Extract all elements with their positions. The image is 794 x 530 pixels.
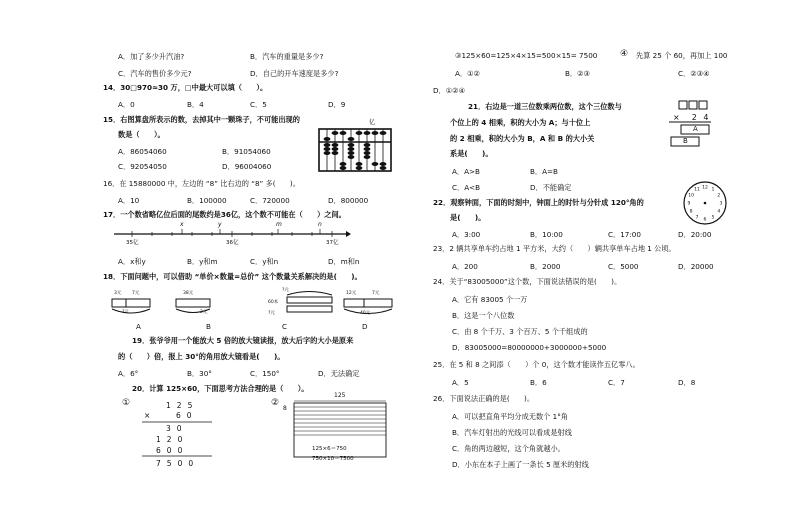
vm-row-125: 125 (166, 401, 199, 410)
q21-stem-line4: 系是( )。 (450, 149, 493, 158)
q26-option-c[interactable]: C．角的两边越短，这个角就越小。 (452, 444, 565, 453)
q21-option-b[interactable]: B．A=B (530, 167, 558, 176)
q21-box-b: B (683, 137, 688, 145)
q18-label-b1: 38元 (183, 291, 194, 296)
area-model-eq1: 125×6＝750 (312, 446, 347, 452)
abacus-label: 亿 (369, 119, 376, 126)
q18-label-d1: 12元 (346, 291, 357, 296)
clock-numeral: 2 (717, 193, 721, 199)
q20-marker-2: ② (271, 398, 280, 408)
q13-option-d[interactable]: D．自己的开车速度是多少? (250, 69, 339, 78)
q18-label-c1: ?元 (282, 288, 289, 293)
q19-stem-line1: 19．张爷爷用一个能放大 5 倍的放大镜读报，放大后字的大小是原来 (132, 336, 354, 345)
q15-option-a[interactable]: A．86054060 (118, 147, 167, 156)
clock-numeral: 3 (719, 201, 723, 207)
q21-multiplication-diagram (665, 99, 715, 155)
q14-option-c[interactable]: C．5 (250, 100, 267, 109)
point-m-label: m (276, 221, 282, 228)
q18-label-d3: 40元 (360, 311, 371, 316)
clock-face (682, 180, 728, 226)
q16-option-c[interactable]: C．720000 (250, 196, 290, 205)
q18-diagrams (104, 286, 404, 322)
q25-option-a[interactable]: A．5 (452, 378, 469, 387)
q22-stem-line2: 是( )。 (450, 213, 486, 222)
q19-option-a[interactable]: A．6° (118, 369, 139, 378)
q23-option-b[interactable]: B．2000 (530, 262, 561, 271)
point-n-label: n (318, 221, 322, 228)
vm-row-7500: 7500 (156, 459, 200, 468)
q24-stem: 24．关于“83005000”这个数，下面说法错误的是( )。 (433, 277, 622, 286)
clock-numeral: 9 (687, 201, 691, 207)
q25-stem: 25．在 5 和 8 之间添（ ）个 0，这个数才能读作五亿零八。 (433, 360, 640, 369)
q23-option-c[interactable]: C．5000 (608, 262, 639, 271)
q14-option-a[interactable]: A．0 (118, 100, 135, 109)
q19-option-c[interactable]: C．150° (250, 369, 280, 378)
q18-label-b2: 2元 (200, 310, 208, 315)
q17-option-d[interactable]: D．m和n (328, 257, 360, 266)
q18-label-a2: 7元 (132, 291, 140, 296)
q22-option-a[interactable]: A．3:00 (452, 230, 481, 239)
vm-times-sign: × (144, 411, 151, 420)
q22-option-c[interactable]: C．17:00 (608, 230, 641, 239)
q14-stem: 14．30□970≈30 万，□中最大可以填（ ）。 (103, 83, 268, 92)
q20-option-c[interactable]: C．②③④ (678, 69, 710, 78)
q15-option-b[interactable]: B．91054060 (222, 147, 271, 156)
q24-option-c[interactable]: C．由 8 个千万、3 个百万、5 个千组成的 (452, 327, 588, 336)
q17-option-a[interactable]: A．x和y (118, 257, 146, 266)
tick-label-36: 36亿 (226, 240, 239, 246)
area-model-eq2: 750×10＝7500 (312, 456, 354, 462)
clock-numeral: 1 (711, 187, 715, 193)
q21-stem-line2: 个位上的 4 相乘，积的大小为 A；与十位上 (450, 118, 591, 127)
q16-option-b[interactable]: B．100000 (187, 196, 227, 205)
q20-method-3: ③125×60=125×4×15=500×15= 7500 (455, 51, 598, 60)
area-model-top-label: 125 (334, 392, 346, 399)
q21-option-a[interactable]: A．A>B (452, 167, 480, 176)
q21-stem-line3: 的 2 相乘，积的大小为 B，A 和 B 的大小关 (450, 134, 595, 143)
tick-label-37: 37亿 (326, 240, 339, 246)
q21-box-a: A (693, 125, 698, 133)
area-model-side-label: 8 (283, 405, 287, 412)
q15-stem-line2: 数是（ ）。 (118, 130, 165, 139)
q18-label-c3: ?元 (268, 311, 275, 316)
q13-option-a[interactable]: A．加了多少升汽油? (118, 52, 185, 61)
point-x-label: x (180, 221, 184, 228)
vm-row-30: 30 (166, 424, 188, 433)
q18-option-a[interactable]: A (136, 322, 141, 331)
q23-option-d[interactable]: D．20000 (678, 262, 714, 271)
q18-label-d2: 7元 (372, 291, 380, 296)
q17-option-b[interactable]: B．y和m (187, 257, 218, 266)
q14-option-d[interactable]: D．9 (328, 100, 346, 109)
vm-rules (140, 420, 216, 460)
clock-numeral: 4 (717, 209, 721, 215)
q17-option-c[interactable]: C．y和n (250, 257, 279, 266)
q21-option-c[interactable]: C．A<B (452, 183, 481, 192)
q21-mult-row: × 2 4 (673, 113, 711, 122)
q22-option-b[interactable]: B．10:00 (530, 230, 563, 239)
q26-option-b[interactable]: B．汽车灯射出的光线可以看成是射线 (452, 428, 572, 437)
tick-label-35: 35亿 (126, 240, 139, 246)
q23-option-a[interactable]: A．200 (452, 262, 478, 271)
q25-option-d[interactable]: D．8 (678, 378, 696, 387)
clock-numeral: 7 (695, 215, 699, 221)
q16-option-d[interactable]: D．800000 (328, 196, 369, 205)
q14-option-b[interactable]: B．4 (187, 100, 204, 109)
q22-option-d[interactable]: D．20:00 (678, 230, 712, 239)
q24-option-d[interactable]: D．83005000=80000000+3000000+5000 (452, 343, 607, 352)
q26-option-d[interactable]: D．小东在本子上画了一条长 5 厘米的射线 (452, 460, 589, 469)
point-y-label: y (218, 221, 222, 228)
q18-stem: 18．下面问题中，可以借助 “单价×数量=总价” 这个数量关系解决的是( )。 (103, 272, 362, 281)
q16-stem: 16．在 15880000 中，左边的 “8” 比右边的 “8” 多( )。 (103, 179, 300, 188)
q26-option-a[interactable]: A．可以把直角平均分成无数个 1°角 (452, 412, 568, 421)
q24-option-a[interactable]: A．它有 83005 个一万 (452, 295, 528, 304)
q24-option-b[interactable]: B．这是一个八位数 (452, 311, 515, 320)
vm-row-600: 600 (156, 446, 189, 455)
q18-label-a1: 3元 (114, 291, 122, 296)
q18-option-c[interactable]: C (282, 322, 288, 331)
clock-numeral: 6 (703, 217, 707, 223)
q15-stem-line1: 15．右图算盘所表示的数，去掉其中一颗珠子，不可能出现的 (103, 115, 300, 124)
q19-option-d[interactable]: D．无法确定 (318, 369, 360, 378)
q21-stem-line1: 21．右边是一道三位数乘两位数，这个三位数与 (468, 102, 622, 111)
abacus-diagram (318, 128, 392, 172)
clock-numeral: 8 (689, 209, 693, 215)
q19-stem-line2: 的（ ）倍，报上 30°的角用放大镜看是( )。 (118, 352, 285, 361)
q21-option-d[interactable]: D．不能确定 (530, 183, 572, 192)
q17-stem: 17．一个数省略亿位后面的尾数约是36亿，这个数不可能在（ ）之间。 (103, 210, 346, 219)
q18-option-d[interactable]: D (362, 322, 368, 331)
q20-marker-1: ① (122, 398, 131, 408)
q20-method-4: 先算 25 个 60，再加上 100 (636, 51, 728, 60)
q18-label-c2: 60本 (268, 300, 279, 305)
vm-row-60: 60 (176, 411, 198, 420)
q20-option-d[interactable]: D．①②④ (433, 86, 466, 95)
q23-stem: 23．2 辆共享单车约占地 1 平方米，大约（ ）辆共享单车占地 1 公顷。 (433, 244, 676, 253)
clock-numeral: 10 (688, 193, 695, 199)
q13-option-b[interactable]: B．汽车的重量是多少? (250, 52, 324, 61)
q13-option-c[interactable]: C．汽车的售价多少元? (118, 69, 192, 78)
clock-numeral: 12 (702, 185, 708, 191)
q18-label-a3: ?元 (122, 310, 129, 315)
clock-numeral: 11 (694, 187, 700, 193)
clock-numeral: 5 (711, 215, 715, 221)
q22-stem-line1: 22．观察钟面，下面的时刻中，钟面上的时针与分针成 120°角的 (433, 198, 644, 207)
q20-option-a[interactable]: A．①② (455, 69, 480, 78)
q16-option-a[interactable]: A．10 (118, 196, 140, 205)
q18-option-b[interactable]: B (206, 322, 211, 331)
q20-marker-4: ④ (620, 49, 629, 59)
q20-stem: 20．计算 125×60，下面思考方法合理的是（ ）。 (132, 384, 309, 393)
q19-option-b[interactable]: B．30° (187, 369, 212, 378)
q25-option-b[interactable]: B．6 (530, 378, 547, 387)
q20-option-b[interactable]: B．②③ (565, 69, 591, 78)
vm-row-120: 120 (156, 435, 189, 444)
q25-option-c[interactable]: C．7 (608, 378, 625, 387)
q15-option-c[interactable]: C．92054050 (118, 162, 167, 171)
q26-stem: 26．下面说法正确的是( )。 (433, 394, 535, 403)
q15-option-d[interactable]: D．96004060 (222, 162, 272, 171)
